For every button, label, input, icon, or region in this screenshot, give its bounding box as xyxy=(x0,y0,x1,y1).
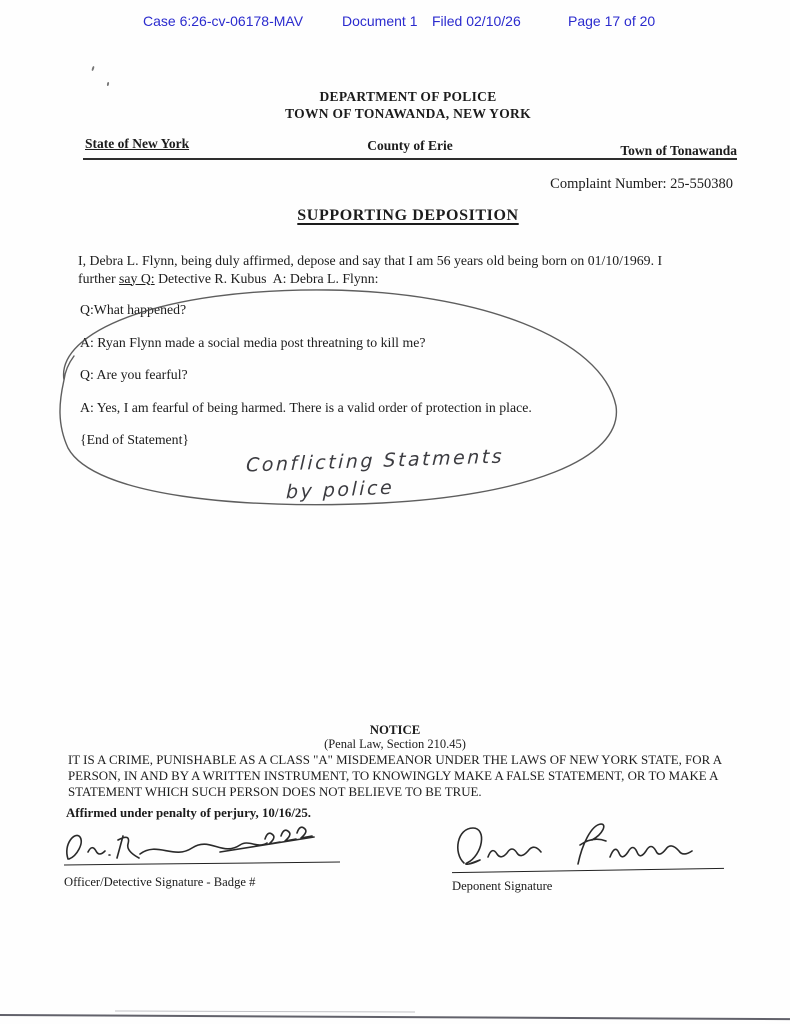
document-title: SUPPORTING DEPOSITION xyxy=(297,207,519,224)
intro-line-2-post: Detective R. Kubus A: Debra L. Flynn: xyxy=(154,270,379,286)
court-filing-stamp xyxy=(0,13,790,33)
case-number: Case 6:26-cv-06178-MAV xyxy=(143,13,304,29)
intro-line-2-pre: further xyxy=(78,270,119,286)
jurisdiction-state: State of New York xyxy=(85,136,190,151)
notice-body xyxy=(68,753,736,800)
complaint-number: Complaint Number: 25-550380 xyxy=(550,176,733,192)
deponent-signature-label: Deponent Signature xyxy=(452,879,553,893)
affirmation-statement: Affirmed under penalty of perjury, 10/16/25. xyxy=(66,806,312,820)
statement-line: {End of Statement} xyxy=(80,432,190,447)
scan-artifact xyxy=(107,82,110,86)
document-number: Document 1 xyxy=(342,13,418,29)
scan-artifact xyxy=(91,66,94,71)
intro-line-1: I, Debra L. Flynn, being duly affirmed, depose and say that I am 56 years old being born on 01/10/1969. I xyxy=(78,253,663,268)
agency-location: TOWN OF TONAWANDA, NEW YORK xyxy=(285,106,531,121)
notice-statute: (Penal Law, Section 210.45) xyxy=(324,737,466,751)
jurisdiction-row xyxy=(83,134,737,160)
statement-line: Q: Are you fearful? xyxy=(80,367,188,382)
agency-name: DEPARTMENT OF POLICE xyxy=(319,89,497,104)
notice-line: IT IS A CRIME, PUNISHABLE AS A CLASS "A" MISDEMEANOR UNDER THE LAWS OF NEW YORK STATE, FOR A xyxy=(68,753,723,767)
jurisdiction-town: Town of Tonawanda xyxy=(620,143,737,158)
handwritten-note-line1: Conflicting Statments xyxy=(245,445,505,477)
jurisdiction-county: County of Erie xyxy=(367,138,453,153)
filed-date: Filed 02/10/26 xyxy=(432,13,521,29)
scan-artifact-line xyxy=(115,1010,415,1012)
officer-signature-label: Officer/Detective Signature - Badge # xyxy=(64,875,256,889)
scan-artifact-line xyxy=(0,1014,790,1021)
notice-line: PERSON, IN AND BY A WRITTEN INSTRUMENT, TO KNOWINGLY MAKE A FALSE STATEMENT, OR TO MAKE A xyxy=(68,768,719,783)
deponent-signature-handwriting xyxy=(448,818,732,874)
notice-heading: NOTICE xyxy=(369,723,421,737)
handwritten-note-line2: by police xyxy=(285,476,395,504)
notice-line: STATEMENT WHICH SUCH PERSON DOES NOT BELIEVE TO BE TRUE. xyxy=(68,784,482,799)
statement-line: A: Ryan Flynn made a social media post threatning to kill me? xyxy=(80,335,426,350)
statement-line: A: Yes, I am fearful of being harmed. There is a valid order of protection in place. xyxy=(80,400,532,415)
statement-line: Q:What happened? xyxy=(80,302,187,317)
page-indicator: Page 17 of 20 xyxy=(568,13,656,29)
intro-line-2-underlined: say Q: xyxy=(119,270,155,286)
agency-header xyxy=(30,88,786,122)
